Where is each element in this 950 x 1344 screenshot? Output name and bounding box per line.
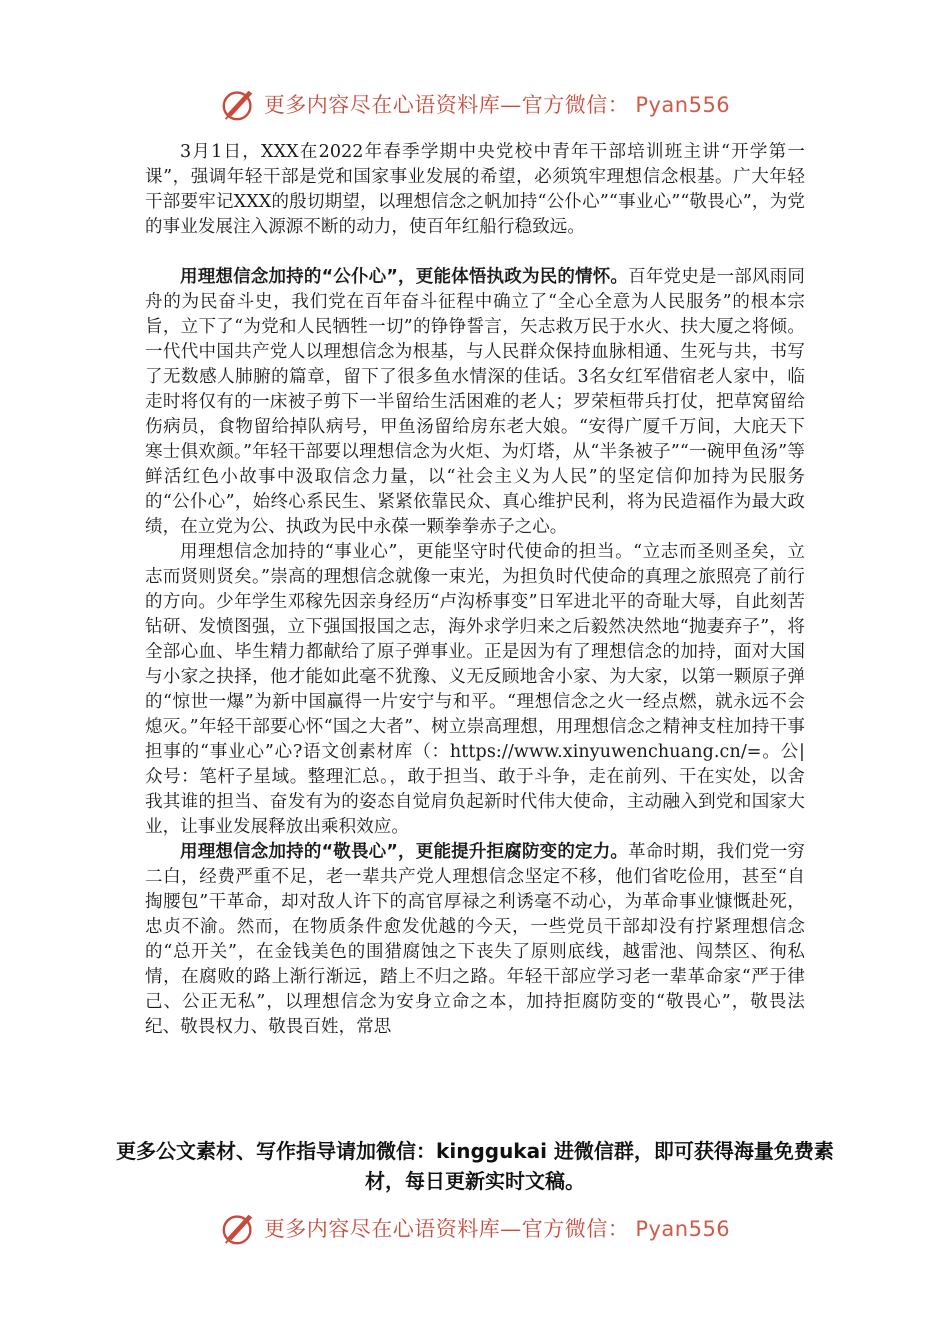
document-body: [145, 140, 805, 1090]
paragraph-career: 用理想信念加持的“事业心”，更能坚守时代使命的担当。“立志而圣则圣矣，立志而贤则贤矣。”崇高的理想信念就像一束光，为担负时代使命的真理之旅照亮了前行的方向。少年学生邓稼先因亲身经历“卢沟桥事变”日军进北平的奇耻大辱，自此刻苦钻研、发愤图强，立下强国报国之志，海外求学归来之后毅然决然地“抛妻弃子”，将全部心血、毕生精力都献给了原子弹事业。正是因为有了理想信念的加持，面对大国与小家之抉择，他才能如此毫不犹豫、义无反顾地舍小家、为大家，以第一颗原子弹的“惊世一爆”为新中国赢得一片安宁与和平。“理想信念之火一经点燃，就永远不会熄灭。”年轻干部要心怀“国之大者”、树立崇高理想，用理想信念之精神支柱加持干事担事的“事业心”心?语文创素材库（：https://www.xinyuwenchuang.cn/=。公|众号：笔杆子星域。整理汇总。，敢于担当、敢于斗争，走在前列、干在实处，以舍我其谁的担当、奋发有为的姿态自觉肩负起新时代伟大使命，主动融入到党和国家大业，让事业发展释放出乘积效应。: [145, 542, 805, 837]
header-banner-wechat: Pyan556: [635, 93, 731, 117]
footer-banner: [0, 1208, 950, 1248]
pen-logo-icon: [220, 85, 258, 123]
footer-banner-wechat: Pyan556: [635, 1217, 731, 1241]
wechat-notice: 更多公文素材、写作指导请加微信：kinggukai 进微信群，即可获得海量免费素材，每日更新实时文稿。: [116, 1139, 834, 1193]
paragraph-public-servant: 用理想信念加持的“公仆心”，更能体悟执政为民的情怀。百年党史是一部风雨同舟的为民奋斗史，我们党在百年奋斗征程中确立了“全心全意为人民服务”的根本宗旨，立下了“为党和人民牺牲一切”的铮铮誓言，矢志救万民于水火、扶大厦之将倾。一代代中国共产党人以理想信念为根基，与人民群众保持血脉相通、生死与共，书写了无数感人肺腑的篇章，留下了很多鱼水情深的佳话。3名女红军借宿老人家中，临走时将仅有的一床被子剪下一半留给生活困难的老人；罗荣桓带兵打仗，把草窝留给伤病员，食物留给掉队病号，甲鱼汤留给房东老大娘。“安得广厦千万间，大庇天下寒士俱欢颜。”年轻干部要以理想信念为火炬、为灯塔，从“半条被子”“一碗甲鱼汤”等鲜活红色小故事中汲取信念力量，以“社会主义为人民”的坚定信仰加持为民服务的“公仆心”，始终心系民生、紧紧依靠民众、真心维护民利，将为民造福作为最大政绩，在立党为公、执政为民中永葆一颗拳拳赤子之心。: [145, 267, 805, 537]
header-banner-text: 更多内容尽在心语资料库—官方微信： Pyan556: [263, 93, 731, 117]
footer-banner-text: 更多内容尽在心语资料库—官方微信： Pyan556: [263, 1217, 731, 1241]
paragraph-heading: 用理想信念加持的“公仆心”，更能体悟执政为民的情怀。: [180, 267, 629, 287]
header-banner: [0, 84, 950, 124]
pen-logo-icon: [220, 1209, 258, 1247]
paragraph-intro: 3月1日，XXX在2022年春季学期中央党校中青年干部培训班主讲“开学第一课”，强调年轻干部是党和国家事业发展的希望，必须筑牢理想信念根基。广大年轻干部要牢记XXX的殷切期望，以理想信念之帆加持“公仆心”“事业心”“敬畏心”，为党的事业发展注入源源不断的动力，使百年红船行稳致远。: [145, 142, 805, 237]
paragraph-awe: 用理想信念加持的“敬畏心”，更能提升拒腐防变的定力。革命时期，我们党一穷二白，经费严重不足，老一辈共产党人理想信念坚定不移，他们省吃俭用，甚至“自掏腰包”干革命，却对敌人许下的高官厚禄之利诱毫不动心，为革命事业慷慨赴死，忠贞不渝。然而，在物质条件愈发优越的今天，一些党员干部却没有拧紧理想信念的“总开关”，在金钱美色的围猎腐蚀之下丧失了原则底线，越雷池、闯禁区、徇私情，在腐败的路上渐行渐远，踏上不归之路。年轻干部应学习老一辈革命家“严于律己、公正无私”，以理想信念为安身立命之本，加持拒腐防变的“敬畏心”，敬畏法纪、敬畏权力、敬畏百姓，常思: [145, 842, 805, 1037]
paragraph-heading: 用理想信念加持的“敬畏心”，更能提升拒腐防变的定力。: [180, 842, 629, 862]
